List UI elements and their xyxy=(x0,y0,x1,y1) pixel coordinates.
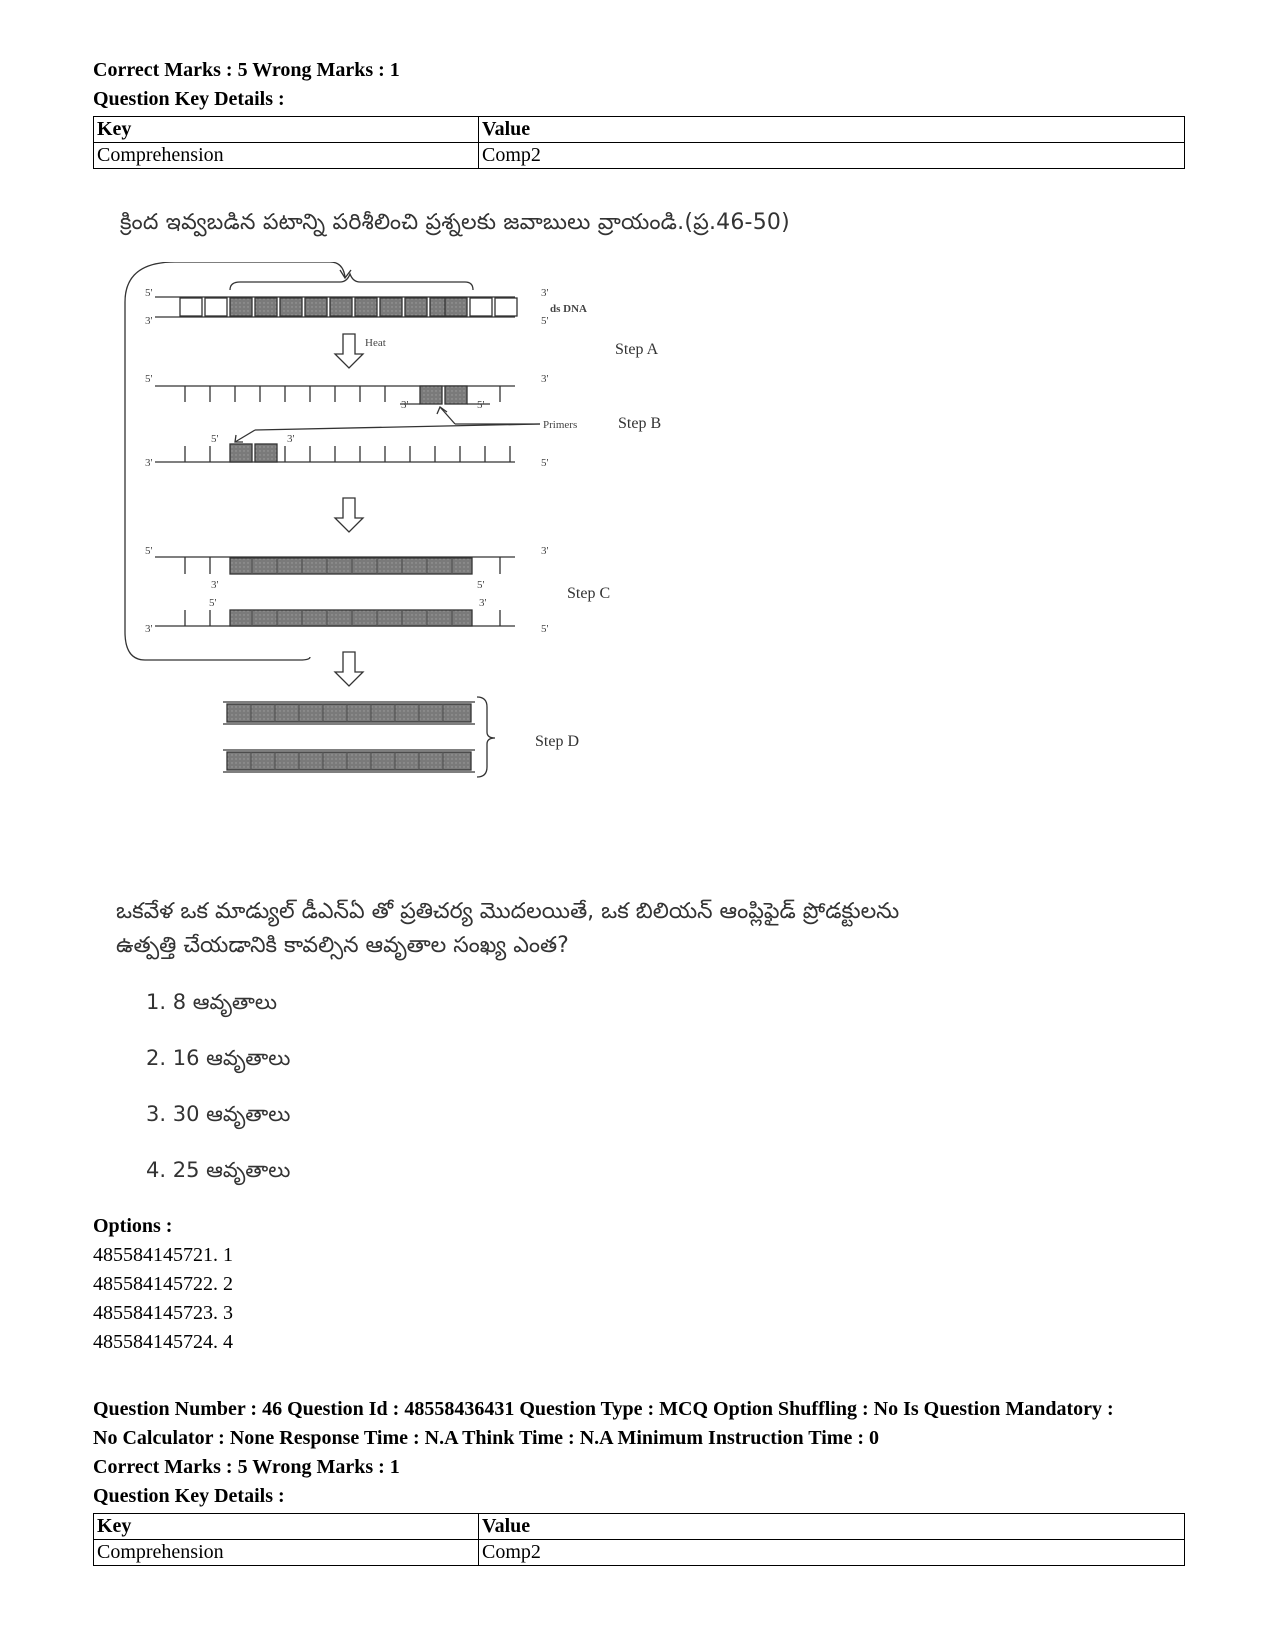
label-5prime: 5' xyxy=(477,399,485,411)
choice-1: 1. 8 ఆవృతాలు xyxy=(146,990,277,1014)
key-details-label: Question Key Details : xyxy=(93,88,285,110)
passage-instruction: క్రింద ఇవ్వబడిన పటాన్ని పరిశీలించి ప్రశ్నలకు జవాబులు వ్రాయండి.(ప్ర.46-50) xyxy=(120,210,790,235)
label-5prime: 5' xyxy=(209,597,217,609)
option-item: 485584145723. 3 xyxy=(93,1302,233,1324)
label-5prime: 5' xyxy=(541,457,549,469)
option-item: 485584145721. 1 xyxy=(93,1244,233,1266)
label-step-b: Step B xyxy=(618,415,662,432)
label-3prime: 3' xyxy=(145,457,153,469)
option-item: 485584145724. 4 xyxy=(93,1331,233,1353)
label-step-c: Step C xyxy=(567,585,611,602)
label-3prime: 3' xyxy=(541,373,549,385)
table-header-key: Key xyxy=(94,117,479,143)
options-list xyxy=(93,1212,233,1357)
label-primers: Primers xyxy=(543,419,578,431)
table-cell-value: Comp2 xyxy=(479,143,1185,169)
label-5prime: 5' xyxy=(145,545,153,557)
label-5prime: 5' xyxy=(211,433,219,445)
table-header-value: Value xyxy=(479,117,1185,143)
label-3prime: 3' xyxy=(541,545,549,557)
label-ds-dna: ds DNA xyxy=(550,303,587,315)
label-5prime: 5' xyxy=(541,623,549,635)
table-cell-value: Comp2 xyxy=(479,1540,1185,1566)
label-3prime: 3' xyxy=(287,433,295,445)
marks-line: Correct Marks : 5 Wrong Marks : 1 xyxy=(93,1456,400,1478)
key-details-table xyxy=(93,1513,1185,1566)
label-3prime: 3' xyxy=(541,287,549,299)
key-details-table xyxy=(93,116,1185,169)
table-cell-key: Comprehension xyxy=(94,1540,479,1566)
top-question-details xyxy=(93,56,1185,169)
marks-line: Correct Marks : 5 Wrong Marks : 1 xyxy=(93,59,400,81)
label-3prime: 3' xyxy=(401,399,409,411)
question-line: ఒకవేళ ఒక మాడ్యుల్ డీఎన్ఏ తో ప్రతిచర్య మొదలయితే, ఒక బిలియన్ ఆంప్లిఫైడ్ ప్రోడక్టులను xyxy=(116,899,900,924)
label-5prime: 5' xyxy=(477,579,485,591)
key-details-label: Question Key Details : xyxy=(93,1485,285,1507)
label-3prime: 3' xyxy=(479,597,487,609)
choice-4: 4. 25 ఆవృతాలు xyxy=(146,1158,291,1182)
label-step-d: Step D xyxy=(535,733,579,750)
table-header-row xyxy=(94,117,1185,143)
table-header-key: Key xyxy=(94,1514,479,1540)
question-text xyxy=(116,895,1136,963)
label-3prime: 3' xyxy=(145,623,153,635)
label-5prime: 5' xyxy=(145,287,153,299)
label-5prime: 5' xyxy=(145,373,153,385)
question-line: ఉత్పత్తి చేయడానికి కావల్సిన ఆవృతాల సంఖ్య ఎంత? xyxy=(116,933,569,958)
pcr-diagram xyxy=(115,262,695,802)
table-row xyxy=(94,143,1185,169)
choice-3: 3. 30 ఆవృతాలు xyxy=(146,1102,291,1126)
label-3prime: 3' xyxy=(145,315,153,327)
table-header-row xyxy=(94,1514,1185,1540)
label-heat: Heat xyxy=(365,337,386,349)
choice-2: 2. 16 ఆవృతాలు xyxy=(146,1046,291,1070)
options-label: Options : xyxy=(93,1215,173,1237)
table-header-value: Value xyxy=(479,1514,1185,1540)
label-5prime: 5' xyxy=(541,315,549,327)
question-meta-line: No Calculator : None Response Time : N.A Think Time : N.A Minimum Instruction Time : 0 xyxy=(93,1427,879,1449)
label-3prime: 3' xyxy=(211,579,219,591)
label-step-a: Step A xyxy=(615,341,659,358)
table-row xyxy=(94,1540,1185,1566)
question-meta-line: Question Number : 46 Question Id : 48558436431 Question Type : MCQ Option Shuffling : No Is Question Mandatory : xyxy=(93,1398,1114,1420)
table-cell-key: Comprehension xyxy=(94,143,479,169)
option-item: 485584145722. 2 xyxy=(93,1273,233,1295)
question-46-details xyxy=(93,1395,1185,1566)
